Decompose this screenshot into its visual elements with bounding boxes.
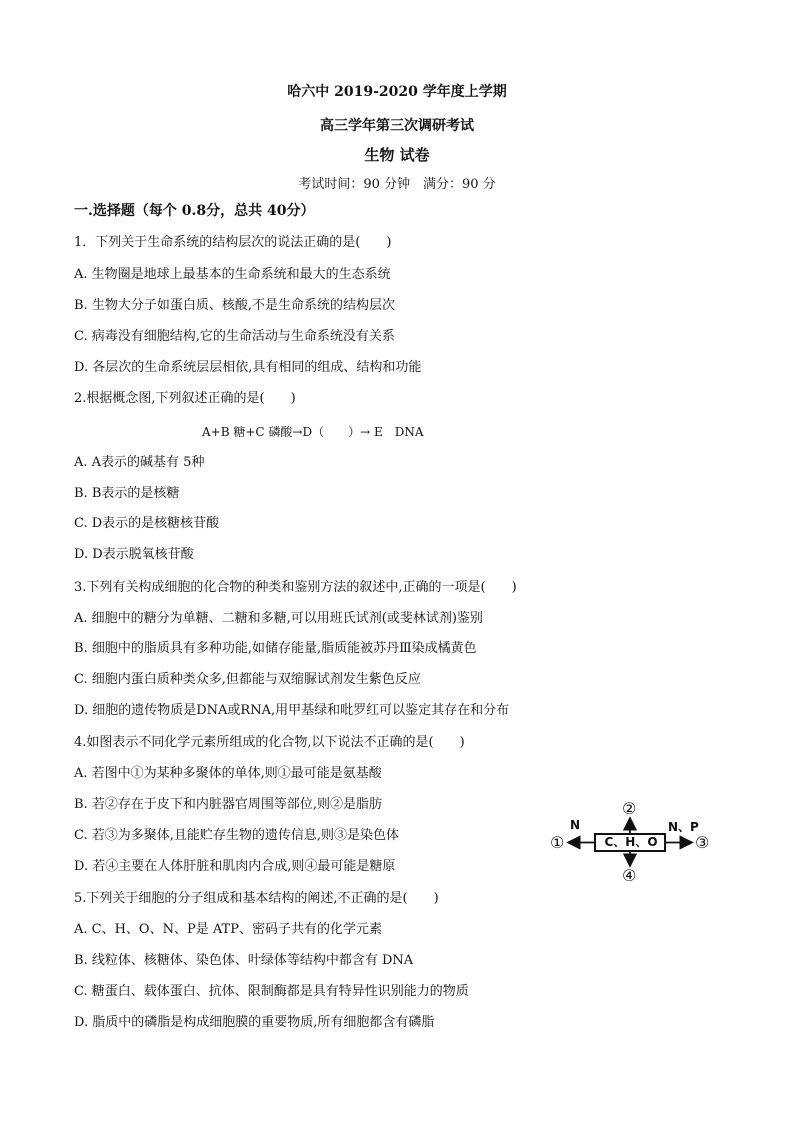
question-2-option-b: B. B表示的是核糖	[74, 486, 180, 501]
question-3-option-a: A. 细胞中的糖分为单糖、二糖和多糖,可以用班氏试剂(或斐林试剂)鉴别	[74, 611, 483, 626]
question-3-stem: 3.下列有关构成细胞的化合物的种类和鉴别方法的叙述中,正确的一项是( )	[74, 580, 517, 595]
element-compound-diagram	[548, 798, 718, 888]
question-1-option-a: A. 生物圈是地球上最基本的生命系统和最大的生态系统	[74, 267, 391, 282]
question-1-option-b: B. 生物大分子如蛋白质、核酸,不是生命系统的结构层次	[74, 298, 395, 313]
diagram-output-3: ③	[695, 833, 710, 852]
question-2-option-c: C. D表示的是核糖核苷酸	[74, 516, 220, 531]
question-4-option-a: A. 若图中①为某种多聚体的单体,则①最可能是氨基酸	[74, 766, 382, 781]
question-5-stem: 5.下列关于细胞的分子组成和基本结构的阐述,不正确的是( )	[74, 891, 439, 906]
diagram-left-label: N	[570, 818, 581, 832]
question-4-stem: 4.如图表示不同化学元素所组成的化合物,以下说法不正确的是( )	[74, 735, 465, 750]
question-1-stem: 1．下列关于生命系统的结构层次的说法正确的是( )	[74, 235, 392, 250]
section-title: 一.选择题（每个 0.8分，总共 40分）	[74, 203, 315, 219]
question-2-concept-formula: A+B 糖+C 磷酸→D（ ）→ E DNA	[202, 425, 424, 439]
subject-title: 生物 试卷	[364, 146, 430, 164]
diagram-output-1: ①	[550, 833, 565, 852]
question-2-option-a: A. A表示的碱基有 5种	[74, 455, 205, 470]
question-5-option-a: A. C、H、O、N、P是 ATP、密码子共有的化学元素	[74, 922, 382, 937]
diagram-output-2: ②	[622, 799, 637, 818]
exam-name: 高三学年第三次调研考试	[320, 118, 474, 134]
time-and-score: 考试时间：90 分钟 满分：90 分	[298, 177, 496, 192]
question-3-option-d: D. 细胞的遗传物质是DNA或RNA,用甲基绿和吡罗红可以鉴定其存在和分布	[74, 703, 510, 718]
school-year-title: 哈六中 2019-2020 学年度上学期	[287, 84, 507, 100]
question-5-option-c: C. 糖蛋白、载体蛋白、抗体、限制酶都是具有特异性识别能力的物质	[74, 984, 469, 999]
diagram-box-elements: C、H、O	[601, 835, 661, 850]
question-2-option-d: D. D表示脱氧核苷酸	[74, 547, 194, 562]
question-5-option-b: B. 线粒体、核糖体、染色体、叶绿体等结构中都含有 DNA	[74, 953, 414, 968]
question-3-option-b: B. 细胞中的脂质具有多种功能,如储存能量,脂质能被苏丹Ⅲ染成橘黄色	[74, 641, 477, 656]
question-5-option-d: D. 脂质中的磷脂是构成细胞膜的重要物质,所有细胞都含有磷脂	[74, 1015, 435, 1030]
question-1-option-c: C. 病毒没有细胞结构,它的生命活动与生命系统没有关系	[74, 329, 395, 344]
question-1-option-d: D. 各层次的生命系统层层相依,具有相同的组成、结构和功能	[74, 360, 422, 375]
diagram-right-label: N、P	[668, 820, 699, 834]
question-3-option-c: C. 细胞内蛋白质种类众多,但都能与双缩脲试剂发生紫色反应	[74, 672, 421, 687]
question-2-stem: 2.根据概念图,下列叙述正确的是( )	[74, 391, 296, 406]
diagram-output-4: ④	[622, 866, 637, 885]
question-4-option-b: B. 若②存在于皮下和内脏器官周围等部位,则②是脂肪	[74, 797, 382, 812]
question-4-option-d: D. 若④主要在人体肝脏和肌肉内合成,则④最可能是糖原	[74, 859, 396, 874]
question-4-option-c: C. 若③为多聚体,且能贮存生物的遗传信息,则③是染色体	[74, 828, 400, 843]
